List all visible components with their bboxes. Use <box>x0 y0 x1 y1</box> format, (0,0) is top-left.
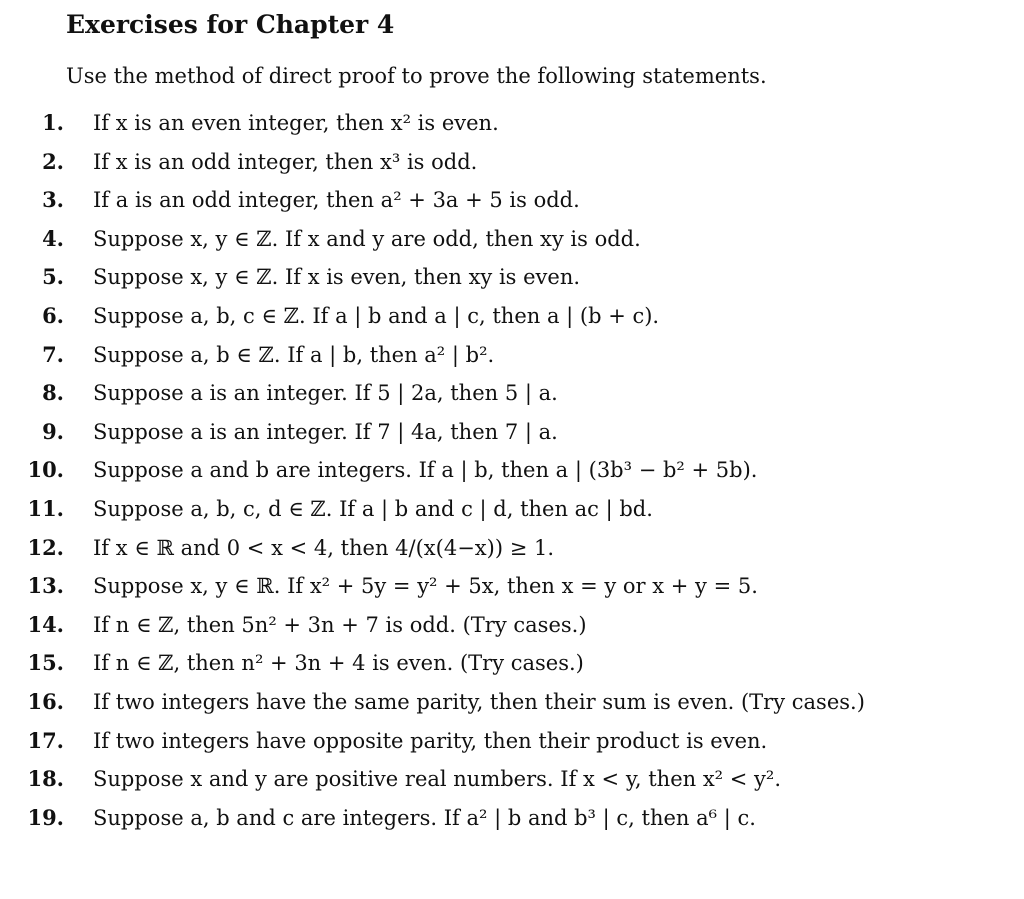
exercise-number: 2. <box>42 148 64 174</box>
exercise-item <box>0 336 1000 375</box>
exercise-item <box>0 104 1000 143</box>
exercise-item <box>0 258 1000 297</box>
exercise-item <box>0 644 1000 683</box>
exercise-item <box>0 567 1000 606</box>
exercise-number: 10. <box>27 457 64 483</box>
exercise-number: 14. <box>27 611 64 637</box>
exercise-number: 15. <box>27 650 64 676</box>
exercise-number: 9. <box>42 418 64 444</box>
exercise-number: 5. <box>42 264 64 290</box>
exercise-text: Suppose a, b ∈ ℤ. If a | b, then a² | b². <box>93 342 495 367</box>
exercise-number: 16. <box>27 688 64 714</box>
exercise-number: 19. <box>27 804 64 830</box>
exercise-text: Suppose a is an integer. If 7 | 4a, then 7 | a. <box>93 419 558 444</box>
exercise-item <box>0 220 1000 259</box>
exercise-number: 18. <box>27 766 64 792</box>
exercise-item <box>0 490 1000 529</box>
exercise-number: 8. <box>42 380 64 406</box>
exercise-item <box>0 451 1000 490</box>
exercise-list <box>0 104 1000 837</box>
exercise-number: 3. <box>42 187 64 213</box>
exercise-number: 11. <box>27 495 64 521</box>
exercise-text: If x ∈ ℝ and 0 < x < 4, then 4/(x(4−x)) ≥ 1. <box>93 535 555 560</box>
exercise-item <box>0 413 1000 452</box>
exercise-number: 4. <box>42 225 64 251</box>
exercise-text: If two integers have opposite parity, then their product is even. <box>93 728 768 753</box>
exercise-text: Suppose a, b, c ∈ ℤ. If a | b and a | c, then a | (b + c). <box>93 303 660 328</box>
exercise-number: 1. <box>42 110 64 135</box>
exercise-item <box>0 181 1000 220</box>
exercise-text: Suppose x, y ∈ ℤ. If x and y are odd, then xy is odd. <box>93 226 641 251</box>
exercise-text: If x is an even integer, then x² is even. <box>93 111 499 135</box>
exercise-text: Suppose a, b and c are integers. If a² | b and b³ | c, then a⁶ | c. <box>93 805 756 830</box>
exercise-text: If n ∈ ℤ, then n² + 3n + 4 is even. (Try cases.) <box>93 651 584 676</box>
exercise-text: Suppose x, y ∈ ℤ. If x is even, then xy is even. <box>93 265 581 290</box>
exercise-item <box>0 760 1000 799</box>
exercise-text: Suppose a and b are integers. If a | b, then a | (3b³ − b² + 5b). <box>93 458 758 483</box>
exercise-item <box>0 606 1000 645</box>
page-title: Exercises for Chapter 4 <box>66 10 395 39</box>
exercise-text: If two integers have the same parity, then their sum is even. (Try cases.) <box>93 689 865 714</box>
intro-text: Use the method of direct proof to prove the following statements. <box>66 64 767 88</box>
exercise-text: Suppose x and y are positive real numbers. If x < y, then x² < y². <box>93 767 781 792</box>
exercise-text: Suppose a is an integer. If 5 | 2a, then 5 | a. <box>93 381 558 406</box>
exercise-text: Suppose a, b, c, d ∈ ℤ. If a | b and c | d, then ac | bd. <box>93 496 653 521</box>
exercise-item <box>0 374 1000 413</box>
exercise-item <box>0 143 1000 182</box>
exercise-text: Suppose x, y ∈ ℝ. If x² + 5y = y² + 5x, then x = y or x + y = 5. <box>93 574 758 599</box>
exercise-text: If a is an odd integer, then a² + 3a + 5 is odd. <box>93 188 580 213</box>
exercise-number: 13. <box>27 573 64 599</box>
exercise-item <box>0 297 1000 336</box>
exercise-item <box>0 683 1000 722</box>
exercise-text: If n ∈ ℤ, then 5n² + 3n + 7 is odd. (Try cases.) <box>93 612 587 637</box>
exercise-number: 12. <box>27 534 64 560</box>
exercise-number: 7. <box>42 341 64 367</box>
exercise-item <box>0 799 1000 838</box>
exercise-item <box>0 722 1000 761</box>
exercise-item <box>0 529 1000 568</box>
exercise-text: If x is an odd integer, then x³ is odd. <box>93 149 478 174</box>
exercise-number: 17. <box>27 727 64 753</box>
exercise-number: 6. <box>42 302 64 328</box>
